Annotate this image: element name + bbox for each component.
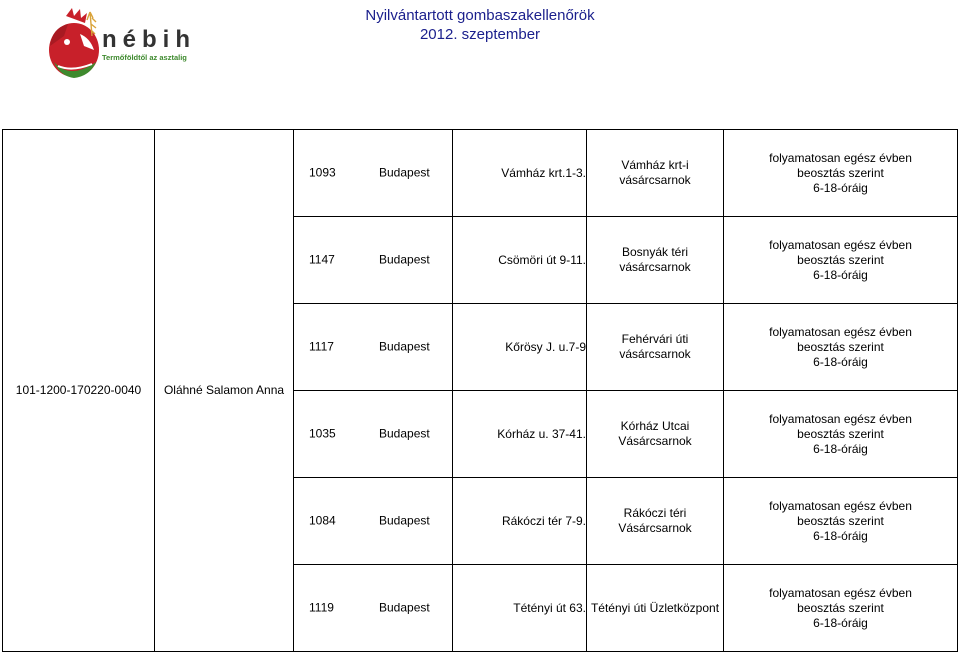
street-address: Rákóczi tér 7-9. bbox=[453, 478, 587, 565]
opening-hours-line: folyamatosan egész évben bbox=[769, 411, 912, 426]
street-address: Vámház krt.1-3. bbox=[453, 130, 587, 217]
street-address: Tétényi út 63. bbox=[453, 565, 587, 652]
city: Budapest bbox=[379, 426, 430, 441]
zip-code: 1084 bbox=[309, 513, 336, 528]
market-name-line: Rákóczi téri bbox=[623, 506, 687, 520]
market-name-line: Vámház krt-i bbox=[621, 158, 689, 172]
opening-hours bbox=[724, 565, 958, 652]
opening-hours-line: folyamatosan egész évben bbox=[769, 498, 912, 513]
location-cell bbox=[294, 478, 453, 565]
zip-code: 1093 bbox=[309, 165, 336, 180]
market-name-line: Kórház Utcai bbox=[620, 419, 690, 433]
opening-hours bbox=[724, 478, 958, 565]
nebih-logo bbox=[40, 6, 200, 84]
market-name-line: Bosnyák téri bbox=[621, 245, 689, 259]
location-cell bbox=[294, 391, 453, 478]
market-name-line: Vásárcsarnok bbox=[618, 521, 692, 535]
market-name-line: vásárcsarnok bbox=[619, 260, 691, 274]
opening-hours bbox=[724, 304, 958, 391]
zip-code: 1117 bbox=[309, 339, 334, 354]
location-cell bbox=[294, 304, 453, 391]
city: Budapest bbox=[379, 600, 430, 615]
opening-hours-line: 6-18-óráig bbox=[813, 528, 868, 543]
opening-hours-line: beosztás szerint bbox=[797, 600, 884, 615]
market-name bbox=[587, 304, 724, 391]
market-name-line: Vásárcsarnok bbox=[618, 434, 692, 448]
opening-hours-line: 6-18-óráig bbox=[813, 180, 868, 195]
nebih-logo-icon bbox=[40, 6, 200, 84]
opening-hours-line: beosztás szerint bbox=[797, 513, 884, 528]
registration-number: 101-1200-170220-0040 bbox=[3, 130, 155, 652]
logo-tagline: Termőföldtől az asztalig bbox=[102, 53, 187, 62]
opening-hours-line: 6-18-óráig bbox=[813, 441, 868, 456]
market-name bbox=[587, 130, 724, 217]
city: Budapest bbox=[379, 339, 430, 354]
market-name bbox=[587, 565, 724, 652]
opening-hours-line: beosztás szerint bbox=[797, 252, 884, 267]
opening-hours bbox=[724, 217, 958, 304]
market-name bbox=[587, 217, 724, 304]
opening-hours-line: folyamatosan egész évben bbox=[769, 585, 912, 600]
opening-hours bbox=[724, 391, 958, 478]
opening-hours-line: folyamatosan egész évben bbox=[769, 150, 912, 165]
city: Budapest bbox=[379, 165, 430, 180]
street-address: Kórház u. 37-41. bbox=[453, 391, 587, 478]
street-address: Kőrösy J. u.7-9 bbox=[453, 304, 587, 391]
location-cell bbox=[294, 217, 453, 304]
opening-hours-line: beosztás szerint bbox=[797, 339, 884, 354]
opening-hours-line: 6-18-óráig bbox=[813, 267, 868, 282]
opening-hours-line: 6-18-óráig bbox=[813, 354, 868, 369]
logo-wordmark: nébih bbox=[102, 26, 196, 53]
title-block bbox=[300, 6, 660, 44]
page-header bbox=[0, 0, 960, 130]
opening-hours-line: folyamatosan egész évben bbox=[769, 237, 912, 252]
inspector-table-body bbox=[3, 130, 958, 652]
market-name-line: Fehérvári úti bbox=[621, 332, 689, 346]
street-address: Csömöri út 9-11. bbox=[453, 217, 587, 304]
opening-hours-line: beosztás szerint bbox=[797, 426, 884, 441]
inspector-name: Oláhné Salamon Anna bbox=[155, 130, 294, 652]
market-name-line: vásárcsarnok bbox=[619, 173, 691, 187]
opening-hours-line: folyamatosan egész évben bbox=[769, 324, 912, 339]
city: Budapest bbox=[379, 513, 430, 528]
zip-code: 1119 bbox=[309, 600, 334, 615]
inspector-table bbox=[2, 129, 958, 652]
city: Budapest bbox=[379, 252, 430, 267]
page-title: Nyilvántartott gombaszakellenőrök bbox=[365, 7, 595, 24]
location-cell bbox=[294, 130, 453, 217]
market-name-line: vásárcsarnok bbox=[619, 347, 691, 361]
table-row bbox=[3, 130, 958, 217]
opening-hours-line: beosztás szerint bbox=[797, 165, 884, 180]
zip-code: 1035 bbox=[309, 426, 336, 441]
market-name bbox=[587, 391, 724, 478]
zip-code: 1147 bbox=[309, 252, 335, 267]
opening-hours-line: 6-18-óráig bbox=[813, 615, 868, 630]
opening-hours bbox=[724, 130, 958, 217]
location-cell bbox=[294, 565, 453, 652]
market-name bbox=[587, 478, 724, 565]
page-date: 2012. szeptember bbox=[419, 26, 541, 43]
market-name-line: Tétényi úti Üzletközpont bbox=[590, 600, 720, 615]
